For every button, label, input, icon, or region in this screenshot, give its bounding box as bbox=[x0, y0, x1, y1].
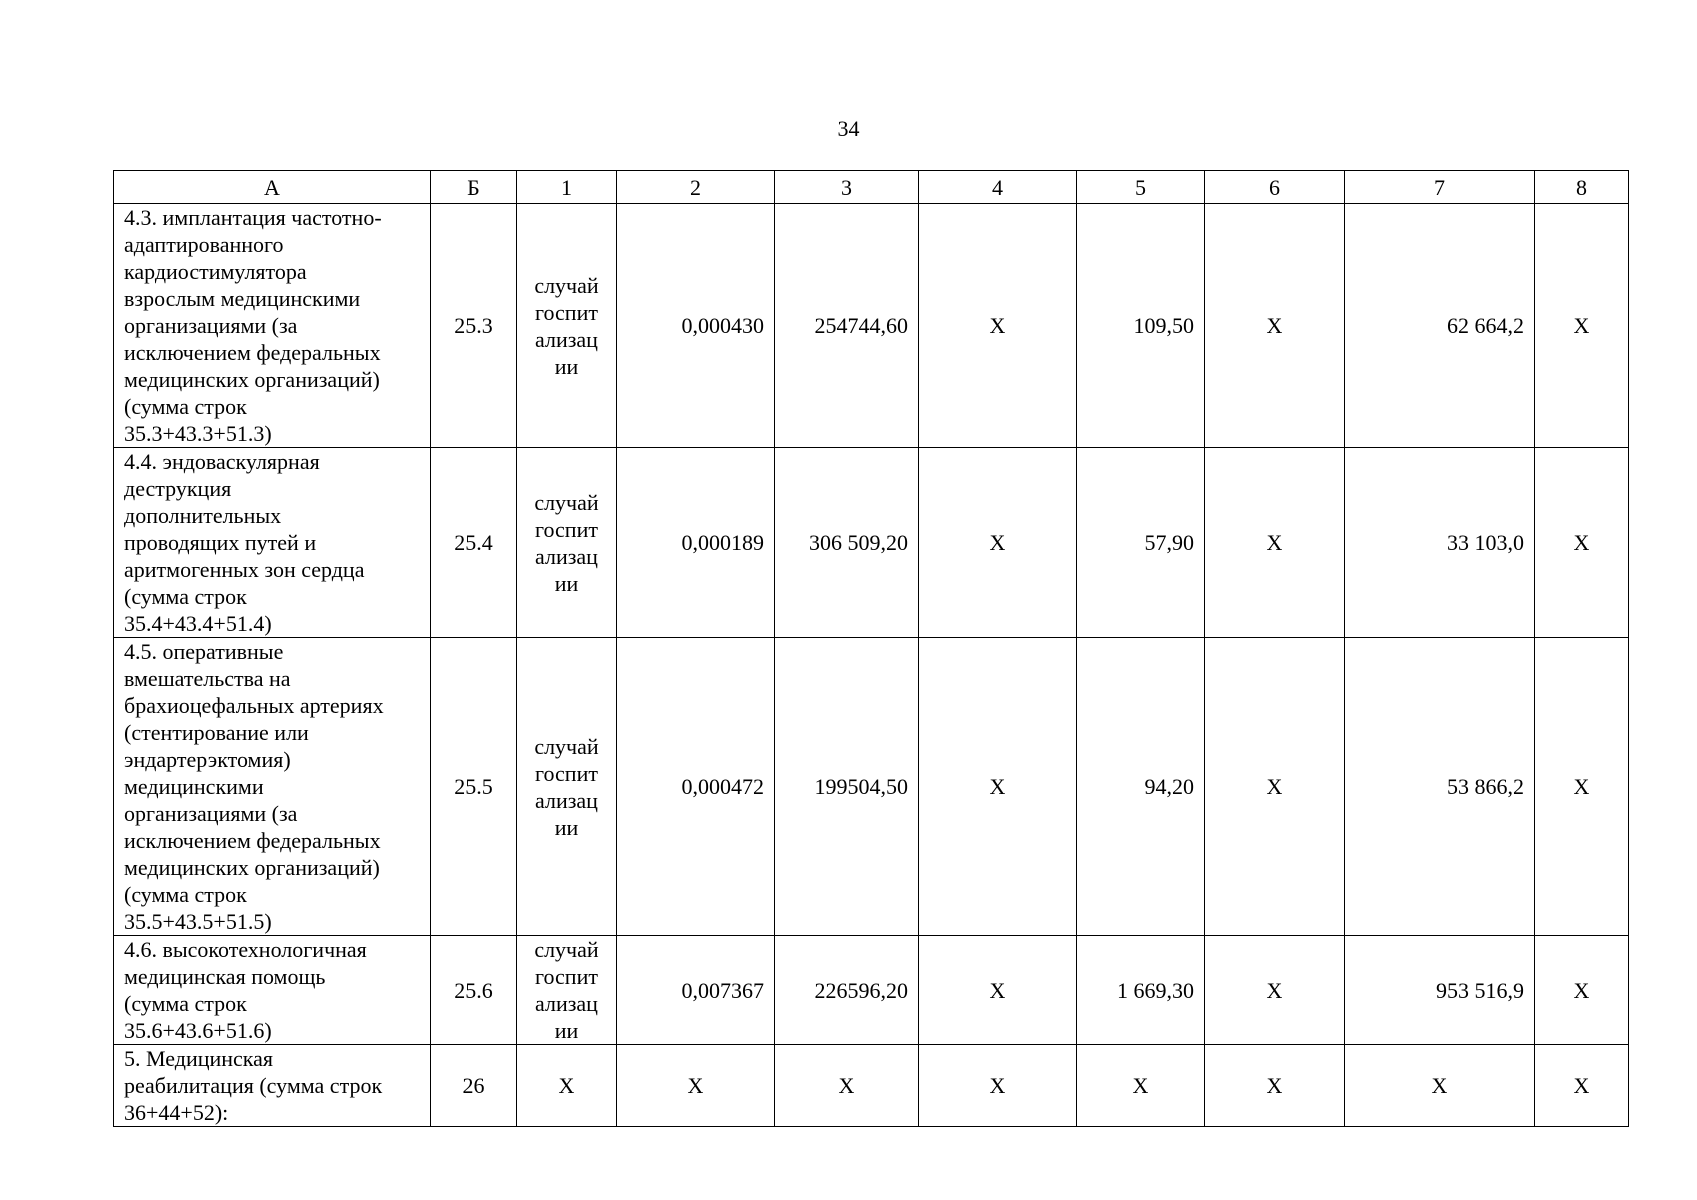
row-cell-col-7: 953 516,9 bbox=[1345, 936, 1535, 1045]
row-unit-cell bbox=[517, 638, 617, 936]
row-unit-line: госпит bbox=[535, 516, 598, 542]
row-name-line: 35.5+43.5+51.5) bbox=[124, 909, 272, 934]
header-row bbox=[114, 171, 1629, 204]
row-cell-col-5: 57,90 bbox=[1077, 448, 1205, 638]
row-code-cell: 25.6 bbox=[431, 936, 517, 1045]
row-cell-col-4: Х bbox=[919, 448, 1077, 638]
row-unit-line: случай bbox=[534, 272, 599, 298]
row-name-line: дополнительных bbox=[124, 503, 282, 528]
table-row bbox=[114, 936, 1629, 1045]
row-cell-col-5: 94,20 bbox=[1077, 638, 1205, 936]
header-col-6: 6 bbox=[1205, 171, 1345, 204]
row-name-line: взрослым медицинскими bbox=[124, 286, 361, 311]
row-name-line: медицинскими bbox=[124, 774, 264, 799]
row-name-cell bbox=[114, 204, 431, 448]
row-name-line: аритмогенных зон сердца bbox=[124, 557, 365, 582]
row-name-line: (сумма строк bbox=[124, 394, 247, 419]
row-name-line: вмешательства на bbox=[124, 666, 291, 691]
row-cell-col-3: 226596,20 bbox=[775, 936, 919, 1045]
row-name-line: реабилитация (сумма строк bbox=[124, 1073, 383, 1098]
row-cell-col-8: Х bbox=[1535, 448, 1629, 638]
row-name-line: 35.3+43.3+51.3) bbox=[124, 421, 272, 446]
header-col-1: 1 bbox=[517, 171, 617, 204]
row-unit-line: ализац bbox=[535, 787, 598, 813]
header-col-2: 2 bbox=[617, 171, 775, 204]
row-cell-col-2: 0,000472 bbox=[617, 638, 775, 936]
table-body bbox=[114, 204, 1629, 1127]
row-cell-col-7: 33 103,0 bbox=[1345, 448, 1535, 638]
row-cell-col-2: 0,007367 bbox=[617, 936, 775, 1045]
row-unit-cell bbox=[517, 1045, 617, 1127]
row-unit-line: госпит bbox=[535, 964, 598, 989]
row-code-cell: 25.4 bbox=[431, 448, 517, 638]
row-cell-col-4: Х bbox=[919, 204, 1077, 448]
row-cell-col-4: Х bbox=[919, 638, 1077, 936]
row-name-line: (сумма строк bbox=[124, 584, 247, 609]
header-col-4: 4 bbox=[919, 171, 1077, 204]
row-cell-col-5: 1 669,30 bbox=[1077, 936, 1205, 1045]
row-name-cell bbox=[114, 1045, 431, 1127]
row-unit-line: случай bbox=[534, 937, 599, 962]
row-name-line: проводящих путей и bbox=[124, 530, 317, 555]
row-name-line: (стентирование или bbox=[124, 720, 309, 745]
row-code-cell: 26 bbox=[431, 1045, 517, 1127]
row-name-cell bbox=[114, 936, 431, 1045]
row-name-line: медицинская помощь bbox=[124, 964, 326, 989]
row-unit-line: ии bbox=[554, 814, 579, 840]
row-name-line: 36+44+52): bbox=[124, 1100, 229, 1125]
row-unit-line: ализац bbox=[535, 991, 598, 1016]
row-cell-col-4: Х bbox=[919, 1045, 1077, 1127]
row-name-line: эндартерэктомия) bbox=[124, 747, 291, 772]
row-cell-col-3: 254744,60 bbox=[775, 204, 919, 448]
row-cell-col-5: Х bbox=[1077, 1045, 1205, 1127]
table-row bbox=[114, 1045, 1629, 1127]
row-cell-col-8: Х bbox=[1535, 1045, 1629, 1127]
header-col-a: А bbox=[114, 171, 431, 204]
row-cell-col-6: Х bbox=[1205, 448, 1345, 638]
row-cell-col-7: Х bbox=[1345, 1045, 1535, 1127]
header-col-5: 5 bbox=[1077, 171, 1205, 204]
row-cell-col-2: 0,000189 bbox=[617, 448, 775, 638]
row-name-line: кардиостимулятора bbox=[124, 259, 307, 284]
row-unit-line: случай bbox=[534, 733, 599, 759]
row-unit-cell bbox=[517, 936, 617, 1045]
table-row bbox=[114, 204, 1629, 448]
header-col-b: Б bbox=[431, 171, 517, 204]
row-name-line: адаптированного bbox=[124, 232, 284, 257]
page-number: 34 bbox=[837, 116, 860, 141]
row-cell-col-5: 109,50 bbox=[1077, 204, 1205, 448]
row-cell-col-6: Х bbox=[1205, 1045, 1345, 1127]
row-code-cell: 25.3 bbox=[431, 204, 517, 448]
row-unit-line: Х bbox=[558, 1073, 575, 1098]
row-name-line: организациями (за bbox=[124, 313, 298, 338]
table-row bbox=[114, 448, 1629, 638]
row-name-line: 4.4. эндоваскулярная bbox=[124, 449, 320, 474]
row-name-line: 4.6. высокотехнологичная bbox=[124, 937, 367, 962]
header-col-8: 8 bbox=[1535, 171, 1629, 204]
row-name-line: 35.6+43.6+51.6) bbox=[124, 1018, 272, 1043]
row-cell-col-7: 62 664,2 bbox=[1345, 204, 1535, 448]
row-name-line: медицинских организаций) bbox=[124, 855, 380, 880]
row-cell-col-8: Х bbox=[1535, 936, 1629, 1045]
data-table bbox=[113, 170, 1629, 1127]
row-cell-col-3: 306 509,20 bbox=[775, 448, 919, 638]
row-cell-col-3: Х bbox=[775, 1045, 919, 1127]
row-name-line: деструкция bbox=[124, 476, 232, 501]
row-name-line: исключением федеральных bbox=[124, 828, 381, 853]
row-name-line: 4.5. оперативные bbox=[124, 639, 284, 664]
row-unit-line: ии bbox=[554, 353, 579, 379]
row-name-line: брахиоцефальных артериях bbox=[124, 693, 384, 718]
row-unit-line: ализац bbox=[535, 326, 598, 352]
row-cell-col-2: 0,000430 bbox=[617, 204, 775, 448]
row-unit-line: госпит bbox=[535, 299, 598, 325]
table-header bbox=[114, 171, 1629, 204]
row-unit-line: ализац bbox=[535, 543, 598, 569]
row-unit-line: ии bbox=[554, 570, 579, 596]
row-name-line: 5. Медицинская bbox=[124, 1046, 274, 1071]
row-unit-line: госпит bbox=[535, 760, 598, 786]
row-cell-col-8: Х bbox=[1535, 638, 1629, 936]
row-cell-col-8: Х bbox=[1535, 204, 1629, 448]
row-cell-col-7: 53 866,2 bbox=[1345, 638, 1535, 936]
row-unit-cell bbox=[517, 448, 617, 638]
header-col-7: 7 bbox=[1345, 171, 1535, 204]
row-cell-col-4: Х bbox=[919, 936, 1077, 1045]
row-name-cell bbox=[114, 638, 431, 936]
row-name-line: исключением федеральных bbox=[124, 340, 381, 365]
row-cell-col-6: Х bbox=[1205, 936, 1345, 1045]
row-name-line: медицинских организаций) bbox=[124, 367, 380, 392]
row-unit-line: ии bbox=[554, 1018, 579, 1043]
row-cell-col-6: Х bbox=[1205, 638, 1345, 936]
row-name-line: организациями (за bbox=[124, 801, 298, 826]
row-unit-line: случай bbox=[534, 489, 599, 515]
row-name-line: (сумма строк bbox=[124, 882, 247, 907]
row-unit-cell bbox=[517, 204, 617, 448]
header-col-3: 3 bbox=[775, 171, 919, 204]
row-name-line: 4.3. имплантация частотно- bbox=[124, 205, 382, 230]
row-cell-col-3: 199504,50 bbox=[775, 638, 919, 936]
table-row bbox=[114, 638, 1629, 936]
row-name-line: 35.4+43.4+51.4) bbox=[124, 611, 272, 636]
row-name-cell bbox=[114, 448, 431, 638]
row-code-cell: 25.5 bbox=[431, 638, 517, 936]
row-cell-col-2: Х bbox=[617, 1045, 775, 1127]
row-name-line: (сумма строк bbox=[124, 991, 247, 1016]
row-cell-col-6: Х bbox=[1205, 204, 1345, 448]
